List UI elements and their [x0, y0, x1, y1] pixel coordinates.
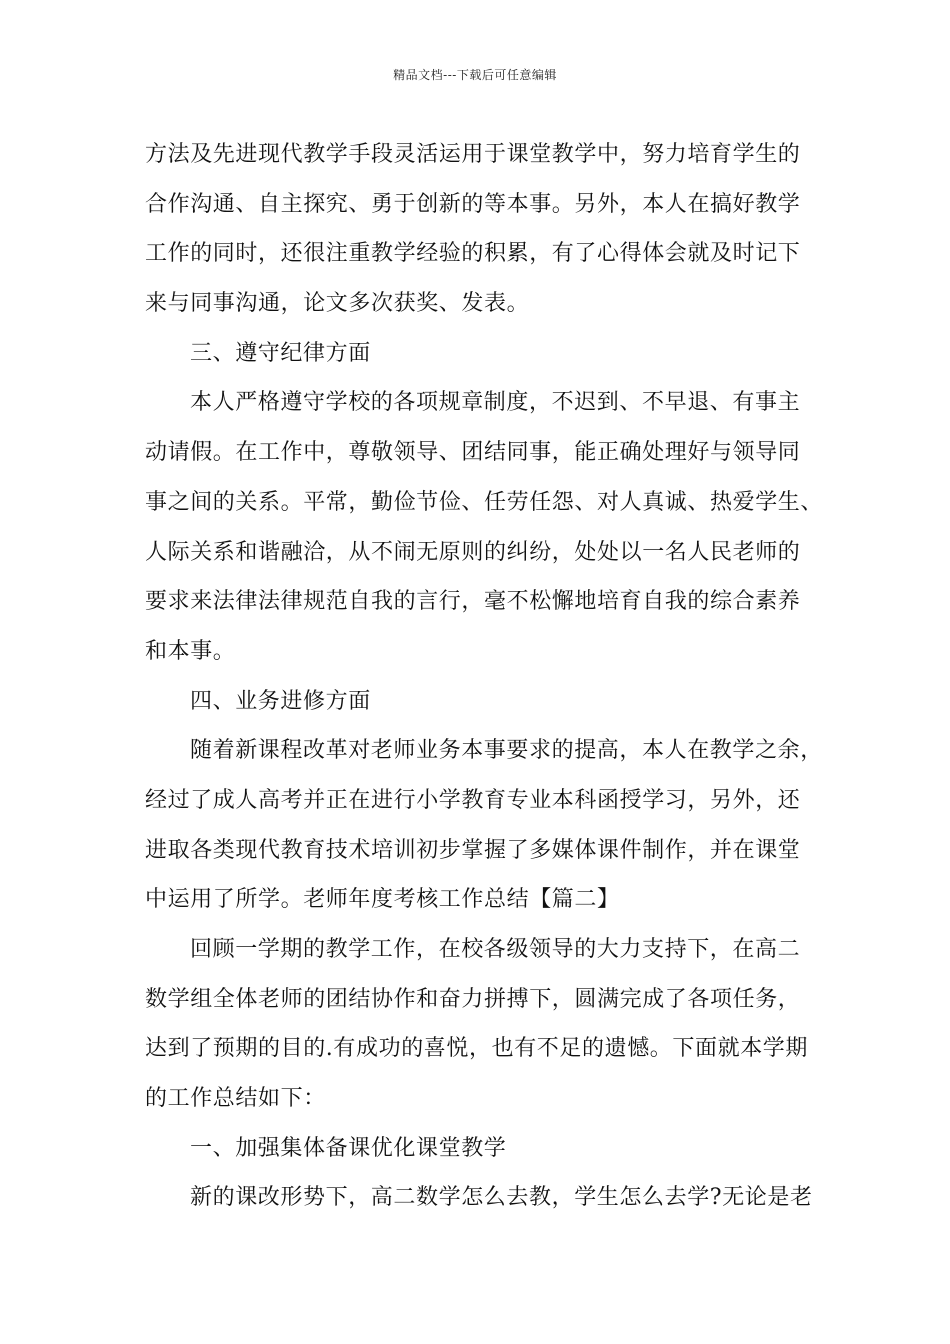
text-line: 一、加强集体备课优化课堂教学: [190, 1135, 507, 1161]
text-line: 四、业务进修方面: [190, 688, 371, 714]
page-header: 精品文档---下载后可任意编辑: [393, 68, 557, 82]
text-line: 动请假。在工作中，尊敬领导、团结同事，能正确处理好与领导同: [145, 440, 801, 466]
text-line: 中运用了所学。老师年度考核工作总结【篇二】: [145, 887, 620, 913]
text-line: 事之间的关系。平常，勤俭节俭、任劳任怨、对人真诚、热爱学生、: [145, 489, 824, 515]
text-line: 新的课改形势下，高二数学怎么去教，学生怎么去学?无论是老: [190, 1185, 813, 1211]
text-line: 人际关系和谐融洽，从不闹无原则的纠纷，处处以一名人民老师的: [145, 539, 801, 565]
text-line: 随着新课程改革对老师业务本事要求的提高，本人在教学之余，: [190, 738, 823, 764]
text-line: 进取各类现代教育技术培训初步掌握了多媒体课件制作，并在课堂: [145, 837, 801, 863]
text-line: 工作的同时，还很注重教学经验的积累，有了心得体会就及时记下: [145, 241, 801, 267]
text-line: 本人严格遵守学校的各项规章制度，不迟到、不早退、有事主: [190, 390, 801, 416]
text-line: 合作沟通、自主探究、勇于创新的等本事。另外，本人在搞好教学: [145, 191, 801, 217]
text-line: 回顾一学期的教学工作，在校各级领导的大力支持下，在高二: [190, 937, 801, 962]
text-line: 来与同事沟通，论文多次获奖、发表。: [145, 291, 530, 317]
text-line: 达到了预期的目的.有成功的喜悦，也有不足的遗憾。下面就本学期: [145, 1036, 808, 1062]
text-line: 的工作总结如下：: [145, 1086, 326, 1112]
text-line: 和本事。: [145, 638, 236, 664]
document-body: [145, 130, 825, 1223]
text-line: 经过了成人高考并正在进行小学教育专业本科函授学习，另外，还: [145, 787, 801, 813]
text-line: 三、遵守纪律方面: [190, 340, 371, 366]
text-line: 方法及先进现代教学手段灵活运用于课堂教学中，努力培育学生的: [145, 142, 801, 167]
text-line: 数学组全体老师的团结协作和奋力拼搏下，圆满完成了各项任务，: [145, 986, 801, 1012]
text-line: 要求来法律法律规范自我的言行，毫不松懈地培育自我的综合素养: [145, 589, 801, 615]
